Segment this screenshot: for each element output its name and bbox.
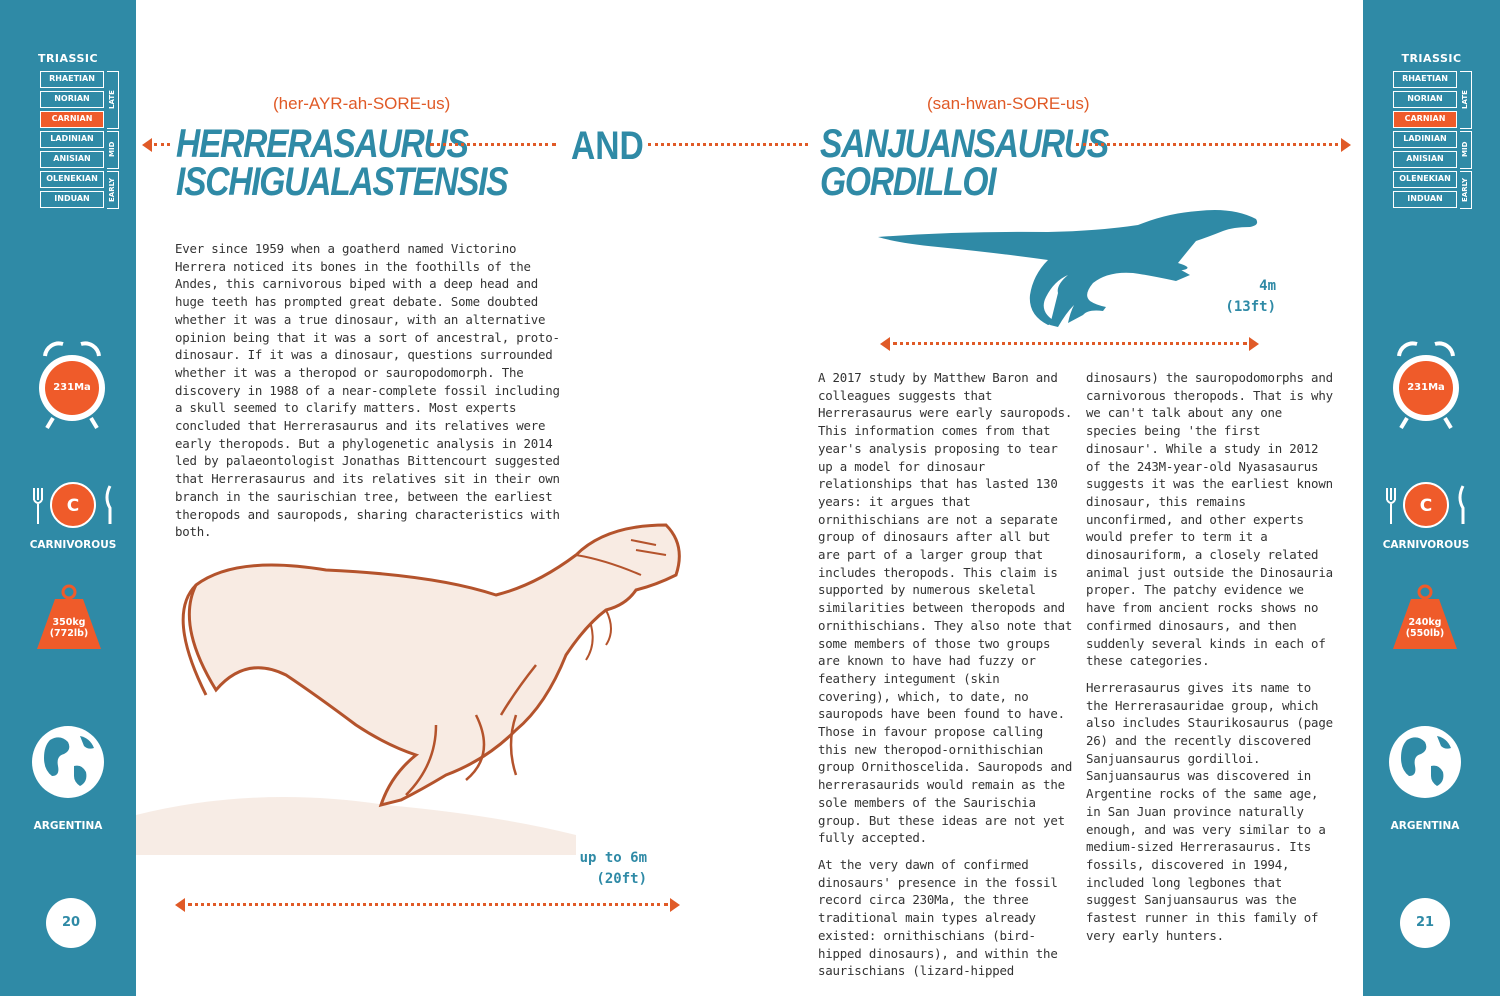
location-label: ARGENTINA (33, 820, 103, 832)
col2-paragraph-1: dinosaurs) the sauropodomorphs and carnivorous theropods. That is why we can't talk about any one species being 'the first dinosaur'. While a study in 2012 of the 243M-year-old Nyasasaurus suggests it was the earliest known dinosaur, this remains unconfirmed, and other experts would prefer to term it a dinosauriform, a closely related animal just outside the Dinosauria proper. The patchy evidence we have from ancient rocks shows no confirmed dinosaurs, and then suddenly several kinds in each of these categories. (1086, 370, 1333, 669)
arrow-right-icon (670, 898, 680, 912)
pronunciation-sanjuansaurus: (san-hwan-SORE-us) (927, 94, 1090, 113)
epoch-ladinian: LADINIAN (40, 131, 104, 148)
page-number: 21 (1400, 898, 1450, 948)
dotted-connector (154, 143, 170, 146)
intro-paragraph: Ever since 1959 when a goatherd named Victorino Herrera noticed its bones in the foothills of the Andes, this carnivorous biped with a deep head and huge teeth has prompted great debate. Some doubted whether it was a true dinosaur, with an alternative opinion being that it was a sort of ancestral, proto-dinosaur. If it was a dinosaur, questions surrounded whether it was a theropod or sauropodomorph. The discovery in 1988 of a near-complete fossil including a skull seemed to clarify matters. Most experts concluded that Herrerasaurus and its relatives were early theropods. But a phylogenetic analysis in 2014 led by palaeontologist Jonathas Bittencourt suggested that Herrerasaurus and its relatives sit in their own branch in the saurischian tree, between the earliest theropods and sauropods, sharing characteristics with both. (175, 241, 560, 540)
dotted-connector (1076, 143, 1338, 146)
col1-paragraph-2: At the very dawn of confirmed dinosaurs' presence in the fossil record circa 230Ma, the three traditional main types already existed: ornithischians (bird-hipped dinosaurs), and within the saurischians (lizard-hipped (818, 856, 1058, 979)
globe-icon (1385, 722, 1465, 834)
period-title: TRIASSIC (37, 52, 99, 65)
era-label-mid: MID (1461, 141, 1469, 157)
epoch-norian: NORIAN (1393, 91, 1457, 108)
epoch-table (40, 71, 120, 213)
weight-icon (1389, 583, 1461, 653)
period-title: TRIASSIC (1401, 52, 1462, 65)
epoch-table (1393, 71, 1473, 213)
weight-label: 240kg (550lb) (1405, 617, 1445, 639)
era-label-early: EARLY (1461, 177, 1469, 203)
epoch-carnian: CARNIAN (40, 111, 104, 128)
weight-label: 350kg (772lb) (49, 617, 89, 639)
arrow-right-icon (1249, 337, 1259, 351)
dotted-connector (648, 143, 808, 146)
herrerasaurus-size (545, 848, 647, 890)
alarm-clock-icon (37, 340, 107, 440)
pronunciation-herrerasaurus: (her-AYR-ah-SORE-us) (273, 94, 451, 113)
title-and: AND (571, 124, 644, 168)
epoch-olenekian: OLENEKIAN (1393, 171, 1457, 188)
arrow-left-icon (880, 337, 890, 351)
epoch-anisian: ANISIAN (1393, 151, 1457, 168)
era-label-mid: MID (108, 141, 116, 157)
diet-letter: C (1419, 496, 1433, 516)
page-number: 20 (46, 898, 96, 948)
body-column-1 (818, 369, 1074, 989)
size-line1: up to 6m (579, 850, 647, 866)
size-line2: (20ft) (596, 871, 647, 887)
epoch-norian: NORIAN (40, 91, 104, 108)
age-label: 231Ma (53, 382, 91, 393)
epoch-rhaetian: RHAETIAN (40, 71, 104, 88)
diet-badge (1379, 482, 1473, 552)
era-label-early: EARLY (108, 177, 116, 203)
right-sidebar (1363, 0, 1500, 996)
col2-paragraph-2: Herrerasaurus gives its name to the Herrerasauridae group, which also includes Staurikosaurus (page 26) and the recently discovered Sanjuansaurus gordilloi. Sanjuansaurus was discovered in Argentine rocks of the same age, in San Juan province naturally enough, and was very similar to a medium-sized Herrerasaurus. Its fossils, discovered in 1994, included long legbones that suggest Sanjuansaurus was the fastest runner in this family of very early hunters. (1086, 679, 1333, 943)
sanjuansaurus-size (1180, 276, 1276, 318)
size-scale-line (893, 342, 1247, 345)
dotted-connector (430, 143, 556, 146)
title-herrerasaurus-line2: ISCHIGUALASTENSIS (176, 160, 508, 204)
herrerasaurus-illustration (136, 515, 696, 855)
size-line1: 4m (1259, 278, 1276, 294)
col1-paragraph-1: A 2017 study by Matthew Baron and colleagues suggests that Herrerasaurus were early sauropods. This information comes from that year's analysis proposing to tear up a model for dinosaur relationships that has lasted 130 years: it argues that ornithischians are not a separate group of dinosaurs after all but are part of a larger group that includes theropods. This claim is supported by numerous skeletal similarities between theropods and ornithischians. They also note that some members of those two groups are known to have had fuzzy or feathery integument (skin covering), which, to date, no sauropods have been found to have. Those in favour propose calling this new theropod-ornithischian group Ornithoscelida. Sauropods and herrerasaurids would remain as the sole members of the Saurischia group. But these ideas are not yet fully accepted. (818, 370, 1073, 846)
diet-label: CARNIVOROUS (29, 539, 117, 551)
body-column-2 (1086, 369, 1338, 954)
epoch-ladinian: LADINIAN (1393, 131, 1457, 148)
era-label-late: LATE (108, 90, 116, 110)
epoch-induan: INDUAN (40, 191, 104, 208)
arrow-left-icon (175, 898, 185, 912)
title-herrerasaurus-line1: HERRERASAURUS (176, 122, 468, 166)
era-label-late: LATE (1461, 90, 1469, 110)
epoch-induan: INDUAN (1393, 191, 1457, 208)
left-sidebar (0, 0, 136, 996)
title-sanjuansaurus-line2: GORDILLOI (820, 160, 996, 204)
arrow-left-icon (142, 138, 152, 152)
size-scale-line (188, 903, 668, 906)
epoch-carnian: CARNIAN (1393, 111, 1457, 128)
epoch-rhaetian: RHAETIAN (1393, 71, 1457, 88)
location-label: ARGENTINA (1390, 820, 1460, 832)
diet-letter: C (66, 496, 80, 516)
epoch-anisian: ANISIAN (40, 151, 104, 168)
alarm-clock-icon (1391, 340, 1461, 440)
diet-label: CARNIVOROUS (1382, 539, 1470, 551)
globe-icon (28, 722, 108, 834)
age-label: 231Ma (1407, 382, 1445, 393)
epoch-olenekian: OLENEKIAN (40, 171, 104, 188)
size-line2: (13ft) (1225, 299, 1276, 315)
title-sanjuansaurus-line1: SANJUANSAURUS (820, 122, 1108, 166)
diet-badge (26, 482, 120, 552)
weight-icon (33, 583, 105, 653)
arrow-right-icon (1341, 138, 1351, 152)
